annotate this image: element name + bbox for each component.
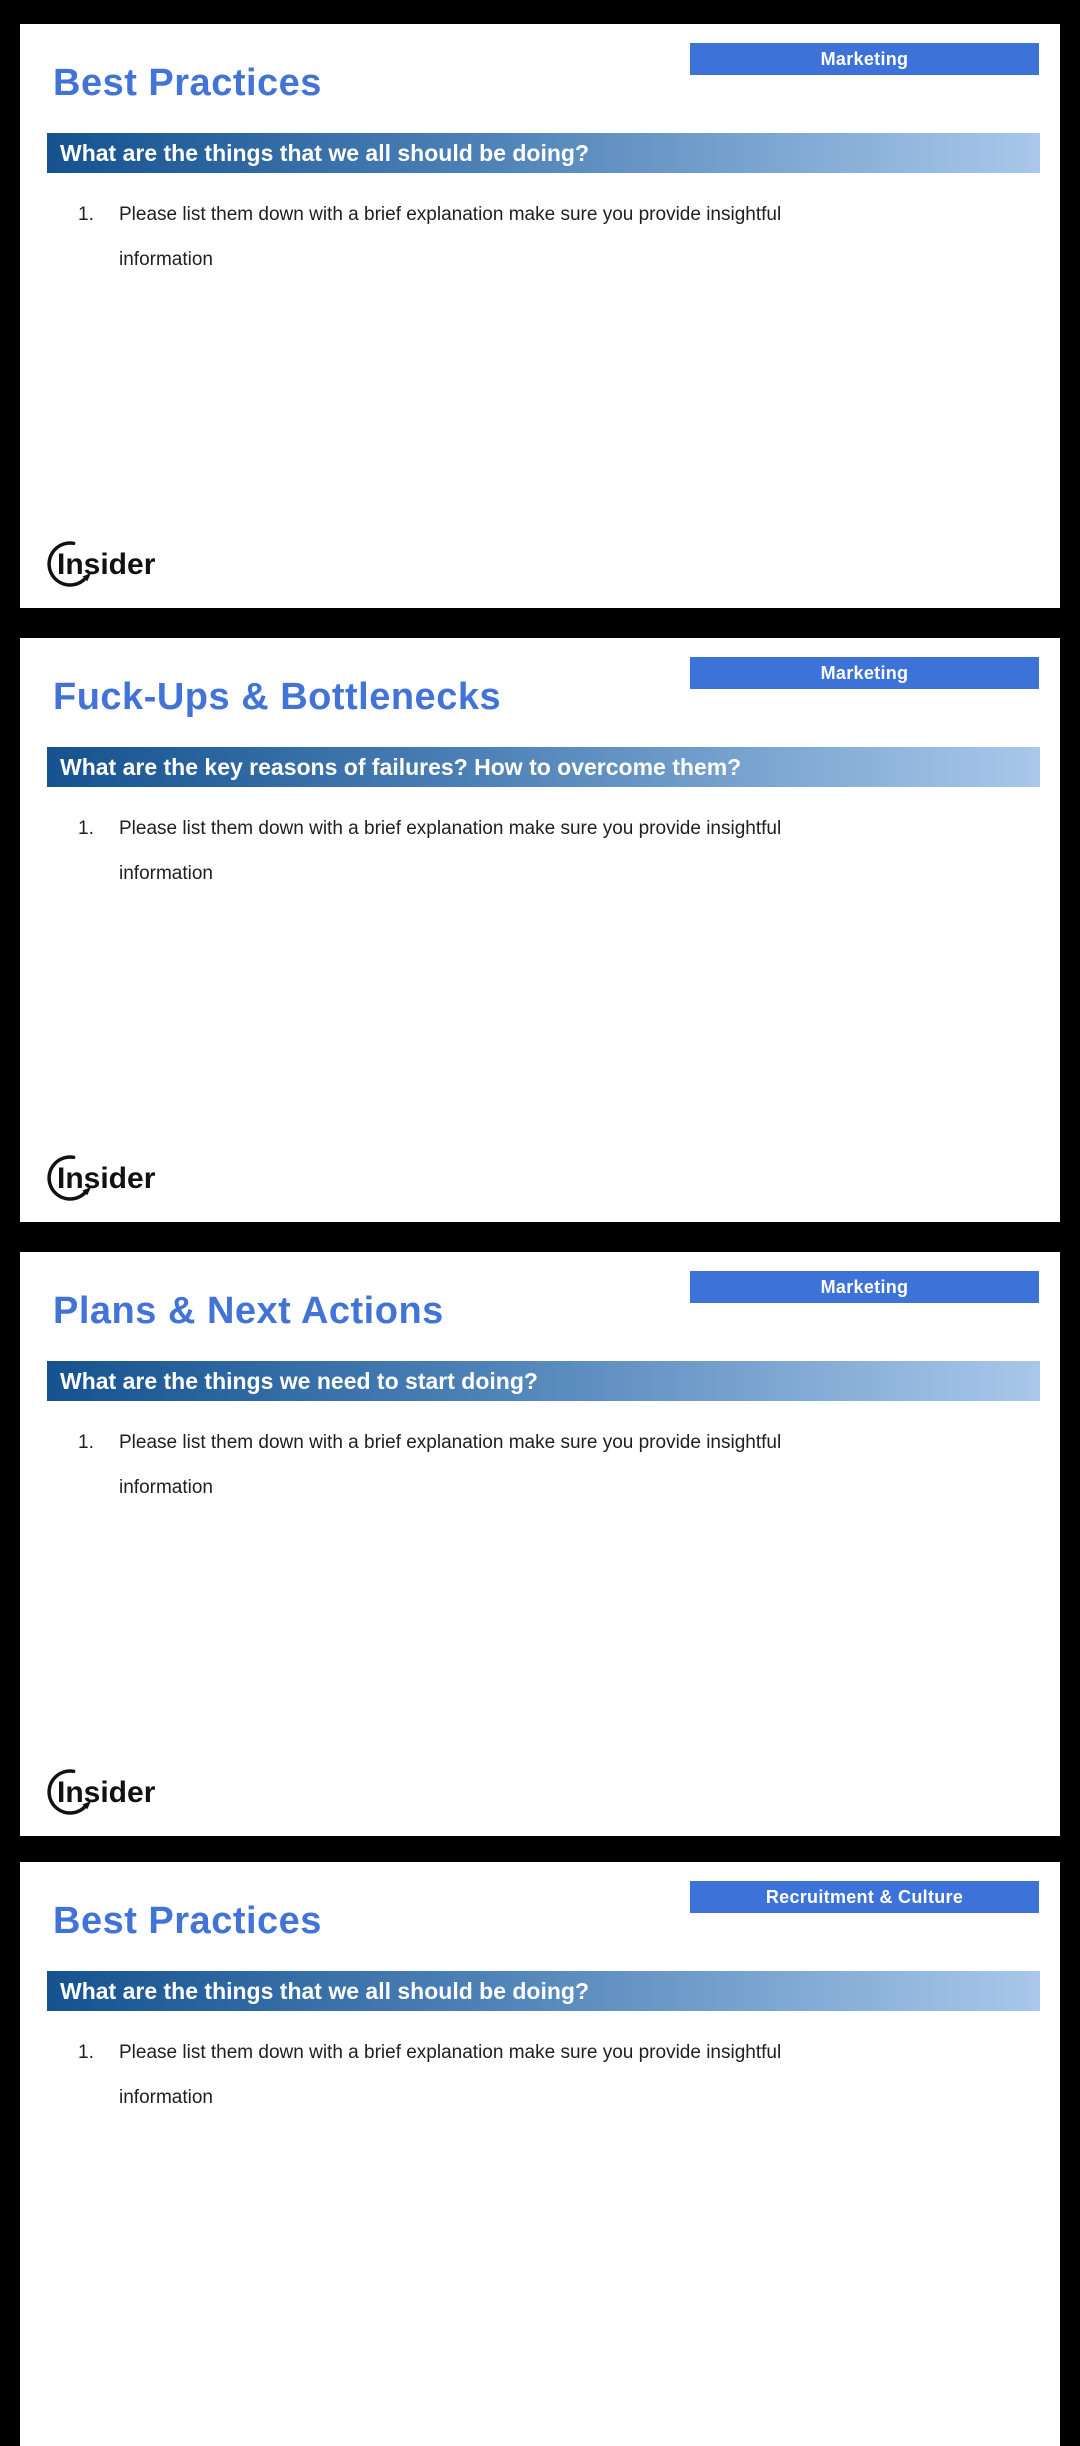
category-badge: Marketing: [690, 1271, 1039, 1303]
list-item-text: Please list them down with a brief explanation make sure you provide insightful information: [119, 818, 782, 884]
list-item-text: Please list them down with a brief explanation make sure you provide insightful information: [119, 204, 782, 270]
logo-wordmark: Insider: [57, 1162, 156, 1195]
insider-logo: [45, 538, 160, 588]
question-text: What are the things that we all should be doing?: [60, 1977, 590, 2004]
slide-1[interactable]: [20, 24, 1060, 608]
question-bar: [47, 1971, 1040, 2011]
question-bar: [47, 1361, 1040, 1401]
slide-title: Plans & Next Actions: [53, 1290, 444, 1332]
logo-wordmark: Insider: [57, 1776, 156, 1809]
slide-title: Best Practices: [53, 1900, 322, 1942]
question-text: What are the things we need to start doing?: [60, 1367, 538, 1394]
insider-logo: [45, 1152, 160, 1202]
list-item-number: 1.: [78, 2042, 94, 2063]
slide-3[interactable]: [20, 1252, 1060, 1836]
numbered-list: [78, 192, 879, 282]
slide-title: Best Practices: [53, 62, 322, 104]
logo-wordmark: Insider: [57, 548, 156, 581]
question-bar: [47, 747, 1040, 787]
question-text: What are the things that we all should be doing?: [60, 139, 590, 166]
numbered-list: [78, 1420, 879, 1510]
numbered-list: [78, 2030, 879, 2120]
slide-4[interactable]: [20, 1862, 1060, 2446]
category-badge: Marketing: [690, 657, 1039, 689]
numbered-list: [78, 806, 879, 896]
list-item-number: 1.: [78, 1432, 94, 1453]
list-item-number: 1.: [78, 204, 94, 225]
category-badge: Recruitment & Culture: [690, 1881, 1039, 1913]
insider-logo: [45, 1766, 160, 1816]
list-item-text: Please list them down with a brief explanation make sure you provide insightful information: [119, 1432, 782, 1498]
category-badge: Marketing: [690, 43, 1039, 75]
list-item-number: 1.: [78, 818, 94, 839]
slide-title: Fuck-Ups & Bottlenecks: [53, 676, 502, 718]
question-bar: [47, 133, 1040, 173]
question-text: What are the key reasons of failures? How to overcome them?: [60, 753, 742, 780]
list-item-text: Please list them down with a brief explanation make sure you provide insightful information: [119, 2042, 782, 2108]
slide-2[interactable]: [20, 638, 1060, 1222]
